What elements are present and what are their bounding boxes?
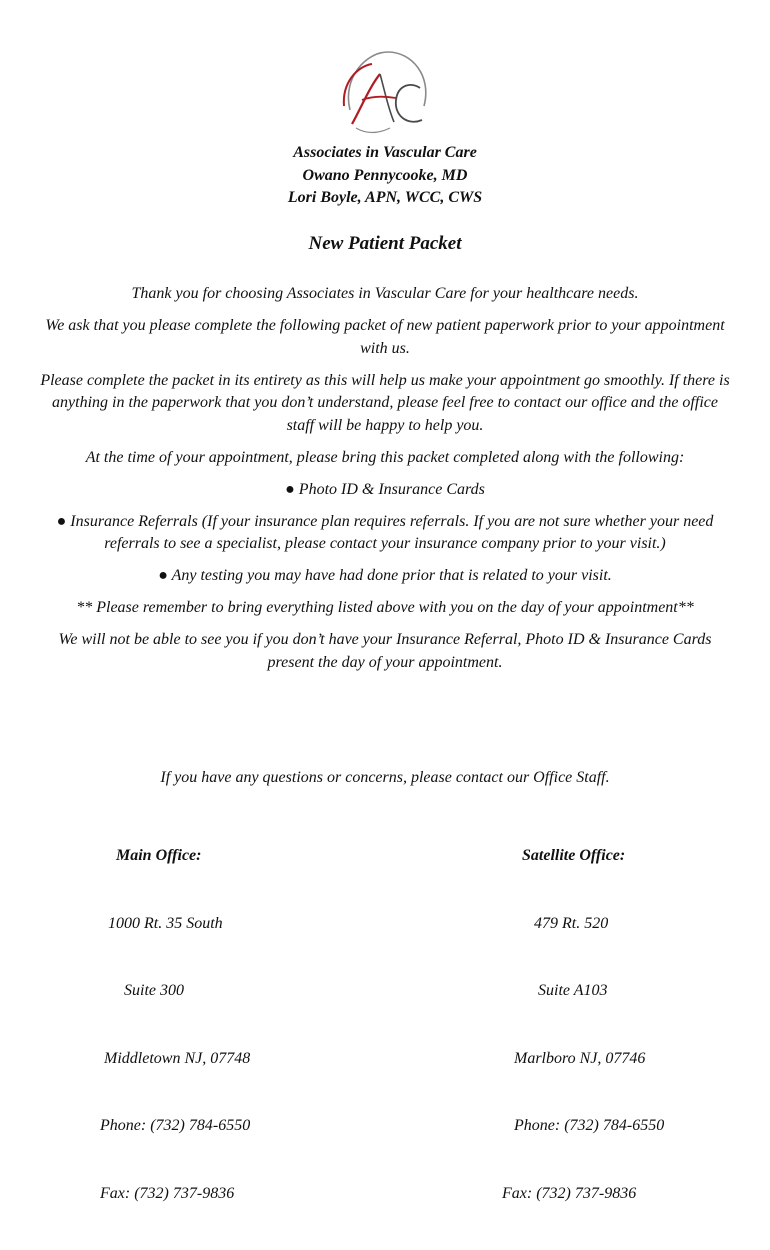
main-office-block: [100, 800, 250, 1250]
instructions-body: [40, 283, 730, 684]
reminder-paragraph: ** Please remember to bring everything listed above with you on the day of your appointment**: [76, 599, 694, 616]
warning-paragraph: We will not be able to see you if you don’t have your Insurance Referral, Photo ID & Insurance Cards present the day of your appointment.: [58, 631, 712, 671]
satellite-office-heading: Satellite Office:: [490, 847, 626, 864]
bullet-photo-id: ● Photo ID & Insurance Cards: [285, 480, 485, 498]
avc-logo-graphic: [336, 48, 436, 136]
main-office-phone: Phone: (732) 784-6550: [100, 1117, 251, 1134]
practice-name: Associates in Vascular Care: [293, 144, 477, 161]
doctor-name: Owano Pennycooke, MD: [302, 166, 468, 184]
main-office-city: Middletown NJ, 07748: [100, 1049, 251, 1067]
satellite-office-fax: Fax: (732) 737-9836: [490, 1184, 637, 1202]
satellite-office-city: Marlboro NJ, 07746: [490, 1049, 646, 1067]
main-office-fax: Fax: (732) 737-9836: [100, 1184, 235, 1202]
bring-items-paragraph: At the time of your appointment, please bring this packet completed along with the following:: [85, 448, 685, 466]
provider-name: Lori Boyle, APN, WCC, CWS: [287, 189, 483, 206]
bullet-testing: ● Any testing you may have had done prior that is related to your visit.: [158, 567, 612, 584]
thank-you-paragraph: Thank you for choosing Associates in Vascular Care for your healthcare needs.: [131, 285, 639, 302]
satellite-office-block: [490, 800, 664, 1250]
request-paragraph: We ask that you please complete the following packet of new patient paperwork prior to your appointment with us.: [45, 317, 725, 357]
satellite-office-address2: Suite A103: [490, 982, 608, 999]
complete-packet-paragraph: Please complete the packet in its entirety as this will help us make your appointment go smoothly. If there is anything in the paperwork that you don’t understand, please feel free to contact our office and the office staff will be happy to help you.: [40, 371, 730, 434]
avc-logo: [336, 48, 436, 136]
contact-intro: If you have any questions or concerns, please contact our Office Staff.: [160, 769, 610, 786]
page-title: New Patient Packet: [308, 233, 462, 254]
main-office-heading: Main Office:: [100, 847, 202, 864]
bullet-insurance-referrals: ● Insurance Referrals (If your insurance plan requires referrals. If you are not sure whether your need referrals to see a specialist, please contact your insurance company prior to your visit.): [56, 512, 714, 552]
satellite-office-address1: 479 Rt. 520: [490, 914, 609, 932]
main-office-address1: 1000 Rt. 35 South: [100, 914, 223, 932]
practice-header: [0, 142, 770, 210]
satellite-office-phone: Phone: (732) 784-6550: [490, 1117, 665, 1134]
main-office-address2: Suite 300: [100, 982, 184, 999]
